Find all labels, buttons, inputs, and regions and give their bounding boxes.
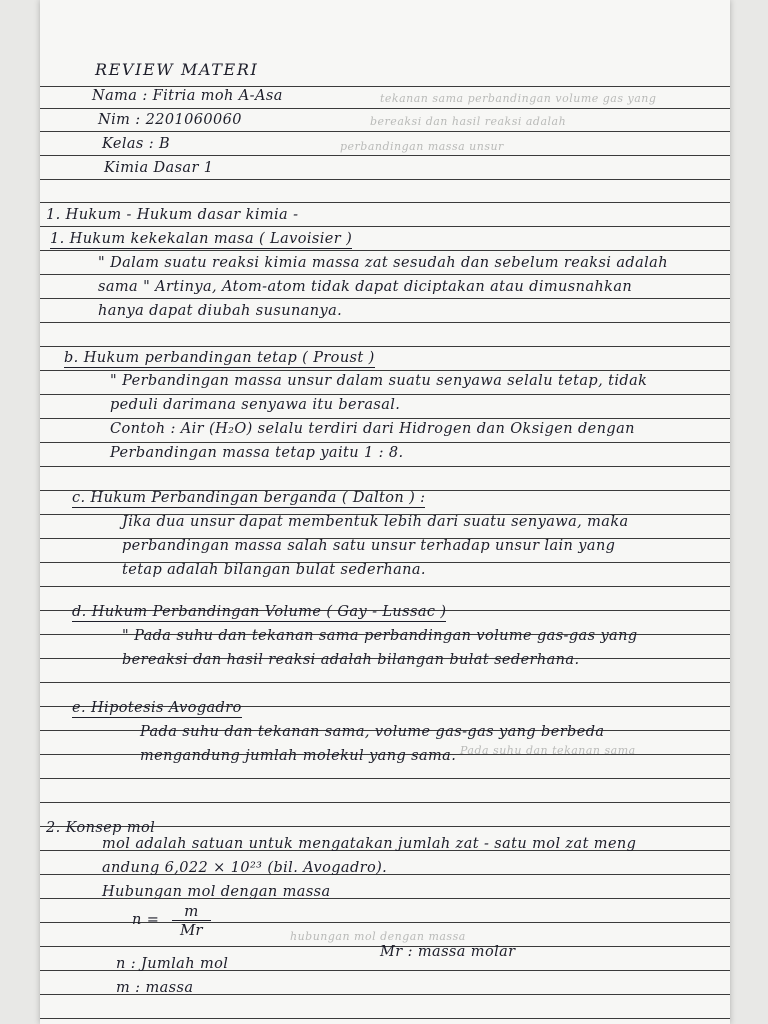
ruled-line xyxy=(40,179,730,180)
show-through-text: bereaksi dan hasil reaksi adalah xyxy=(370,115,567,128)
subject-name: Kimia Dasar 1 xyxy=(104,160,214,176)
section-heading: 2. Konsep mol xyxy=(46,820,156,836)
subsection-title: e. Hipotesis Avogadro xyxy=(72,700,242,716)
ruled-line xyxy=(40,155,730,156)
note-line: peduli darimana senyawa itu berasal. xyxy=(110,397,401,413)
ruled-line xyxy=(40,370,730,371)
ruled-line xyxy=(40,1018,730,1019)
formula-lhs: n = xyxy=(132,912,160,928)
note-line: " Perbandingan massa unsur dalam suatu senyawa selalu tetap, tidak xyxy=(110,373,648,389)
ruled-line xyxy=(40,202,730,203)
definition-mr: Mr : massa molar xyxy=(380,944,516,960)
ruled-line xyxy=(40,86,730,87)
subsection-title: 1. Hukum kekekalan masa ( Lavoisier ) xyxy=(50,231,353,247)
ruled-line xyxy=(40,418,730,419)
show-through-text: Pada suhu dan tekanan sama xyxy=(460,744,636,757)
note-line: Jika dua unsur dapat membentuk lebih dari suatu senyawa, maka xyxy=(122,514,629,530)
ruled-line xyxy=(40,108,730,109)
ruled-line xyxy=(40,250,730,251)
ruled-line xyxy=(40,346,730,347)
ruled-line xyxy=(40,274,730,275)
subsection-title: c. Hukum Perbandingan berganda ( Dalton ) : xyxy=(72,490,426,506)
ruled-line xyxy=(40,778,730,779)
ruled-line xyxy=(40,131,730,132)
note-line: tetap adalah bilangan bulat sederhana. xyxy=(122,562,426,578)
notebook-page xyxy=(40,0,730,1024)
note-line: " Pada suhu dan tekanan sama perbandingan volume gas-gas yang xyxy=(122,628,638,644)
show-through-text: hubungan mol dengan massa xyxy=(290,930,466,943)
ruled-line xyxy=(40,394,730,395)
note-line: sama " Artinya, Atom-atom tidak dapat diciptakan atau dimusnahkan xyxy=(98,279,633,295)
note-line: mengandung jumlah molekul yang sama. xyxy=(140,748,457,764)
ruled-line xyxy=(40,466,730,467)
note-line: perbandingan massa salah satu unsur terhadap unsur lain yang xyxy=(122,538,616,554)
note-line: andung 6,022 × 10²³ (bil. Avogadro). xyxy=(102,860,388,876)
note-line: hanya dapat diubah susunanya. xyxy=(98,303,343,319)
definition-m: m : massa xyxy=(116,980,194,996)
page-title: REVIEW MATERI xyxy=(95,60,259,79)
ruled-line xyxy=(40,682,730,683)
ruled-line xyxy=(40,442,730,443)
ruled-line xyxy=(40,298,730,299)
note-line: " Dalam suatu reaksi kimia massa zat sesudah dan sebelum reaksi adalah xyxy=(98,255,668,271)
note-line: Hubungan mol dengan massa xyxy=(102,884,331,900)
show-through-text: tekanan sama perbandingan volume gas yang xyxy=(380,92,657,105)
note-line: Pada suhu dan tekanan sama, volume gas-gas yang berbeda xyxy=(140,724,605,740)
note-line: bereaksi dan hasil reaksi adalah bilangan bulat sederhana. xyxy=(122,652,580,668)
section-heading: 1. Hukum - Hukum dasar kimia - xyxy=(46,207,299,223)
show-through-text: perbandingan massa unsur xyxy=(340,140,504,153)
ruled-line xyxy=(40,586,730,587)
definition-n: n : Jumlah mol xyxy=(116,956,229,972)
student-class: Kelas : B xyxy=(102,136,171,152)
note-line: mol adalah satuan untuk mengatakan jumlah zat - satu mol zat meng xyxy=(102,836,637,852)
subsection-title: d. Hukum Perbandingan Volume ( Gay - Lussac ) xyxy=(72,604,447,620)
subsection-title: b. Hukum perbandingan tetap ( Proust ) xyxy=(64,350,375,366)
ruled-line xyxy=(40,226,730,227)
formula-numerator: m xyxy=(172,902,211,921)
student-nim: Nim : 2201060060 xyxy=(98,112,242,128)
formula-denominator: Mr xyxy=(180,921,203,939)
note-line: Perbandingan massa tetap yaitu 1 : 8. xyxy=(110,445,404,461)
note-line: Contoh : Air (H₂O) selalu terdiri dari Hidrogen dan Oksigen dengan xyxy=(110,421,635,437)
formula-fraction xyxy=(172,902,211,939)
ruled-line xyxy=(40,802,730,803)
student-name: Nama : Fitria moh A-Asa xyxy=(92,88,283,104)
ruled-line xyxy=(40,322,730,323)
